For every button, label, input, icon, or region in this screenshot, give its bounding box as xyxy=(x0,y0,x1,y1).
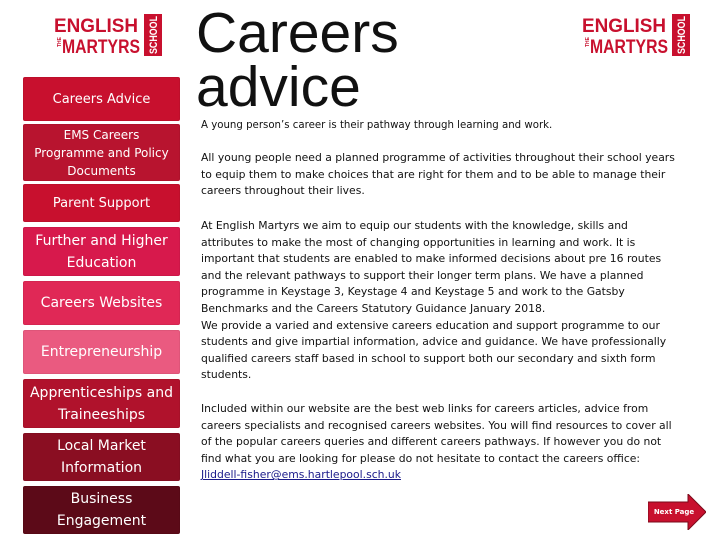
nav-label: Further and Higher Education xyxy=(35,232,168,271)
paragraph-english-martyrs-aims xyxy=(201,218,681,384)
logo-word-side: SCHOOL xyxy=(676,14,688,54)
logo-word-the: THE xyxy=(585,37,591,47)
page-title: Careers advice xyxy=(196,1,399,119)
school-logo xyxy=(52,14,164,56)
nav-business-engagement[interactable] xyxy=(23,486,180,534)
paragraph-aims-text: At English Martyrs we aim to equip our students with the knowledge, skills and attributes to make the most of changing opportunities in learning and work. It is important that students are enabled to make informed decisions about pre 16 routes and the relevant pathways to support their longer term plans. We have a planned programme in Keystage 3, Keystage 4 and Keystage 5 and work to the Gatsby Benchmarks and the Careers Statutory Guidance January 2018. xyxy=(201,219,662,315)
logo-word-the: THE xyxy=(57,37,63,47)
logo-word-bottom: MARTYRS xyxy=(62,37,140,56)
paragraph-website-resources xyxy=(201,401,681,484)
paragraph-support-text: We provide a varied and extensive careers education and support programme to our students and give impartial information, advice and guidance. We have professionally qualified careers staff based in school to support both our secondary and sixth form students. xyxy=(201,318,667,382)
nav-entrepreneurship[interactable] xyxy=(23,330,180,374)
school-logo-mark xyxy=(52,14,164,56)
logo-word-bottom: MARTYRS xyxy=(590,37,668,56)
nav-local-market-information[interactable] xyxy=(23,433,180,481)
nav-label: Entrepreneurship xyxy=(40,344,163,360)
nav-label: EMS Careers Programme and Policy Documents xyxy=(34,127,169,178)
paragraph-planned-programme: All young people need a planned programme of activities throughout their school years to equip them to make choices that are right for them and to be able to manage their careers throughout their lives. xyxy=(201,151,675,198)
nav-further-higher-education[interactable] xyxy=(23,227,180,276)
nav-label: Careers Websites xyxy=(40,295,163,311)
next-page-button[interactable] xyxy=(648,494,706,530)
nav-label: Careers Advice xyxy=(52,91,151,107)
nav-label: Business Engagement xyxy=(56,491,147,529)
nav-label: Local Market Information xyxy=(57,438,146,476)
nav-parent-support[interactable] xyxy=(23,184,180,222)
nav-ems-careers-programme[interactable] xyxy=(23,124,180,181)
intro-text: A young person’s career is their pathway through learning and work. xyxy=(201,120,553,131)
nav-label: Parent Support xyxy=(52,195,151,211)
next-page-label: Next Page xyxy=(653,508,695,516)
logo-word-top: ENGLISH xyxy=(54,16,138,37)
school-logo xyxy=(580,14,692,56)
paragraph-resources-text: Included within our website are the best web links for careers articles, advice from careers specialists and recognised careers websites. You will find resources to cover all of the popular careers queries and different careers pathways. If however you do not find what you are looking for please do not hesitate to contact the careers office: xyxy=(201,402,672,465)
logo-word-top: ENGLISH xyxy=(582,16,666,37)
school-logo-mark xyxy=(580,14,692,56)
nav-label: Apprenticeships and Traineeships xyxy=(29,384,173,423)
nav-apprenticeships-traineeships[interactable] xyxy=(23,379,180,428)
careers-office-email-link[interactable]: Jliddell-fisher@ems.hartlepool.sch.uk xyxy=(201,468,401,482)
logo-word-side: SCHOOL xyxy=(148,14,160,54)
nav-careers-advice[interactable] xyxy=(23,77,180,121)
nav-careers-websites[interactable] xyxy=(23,281,180,325)
